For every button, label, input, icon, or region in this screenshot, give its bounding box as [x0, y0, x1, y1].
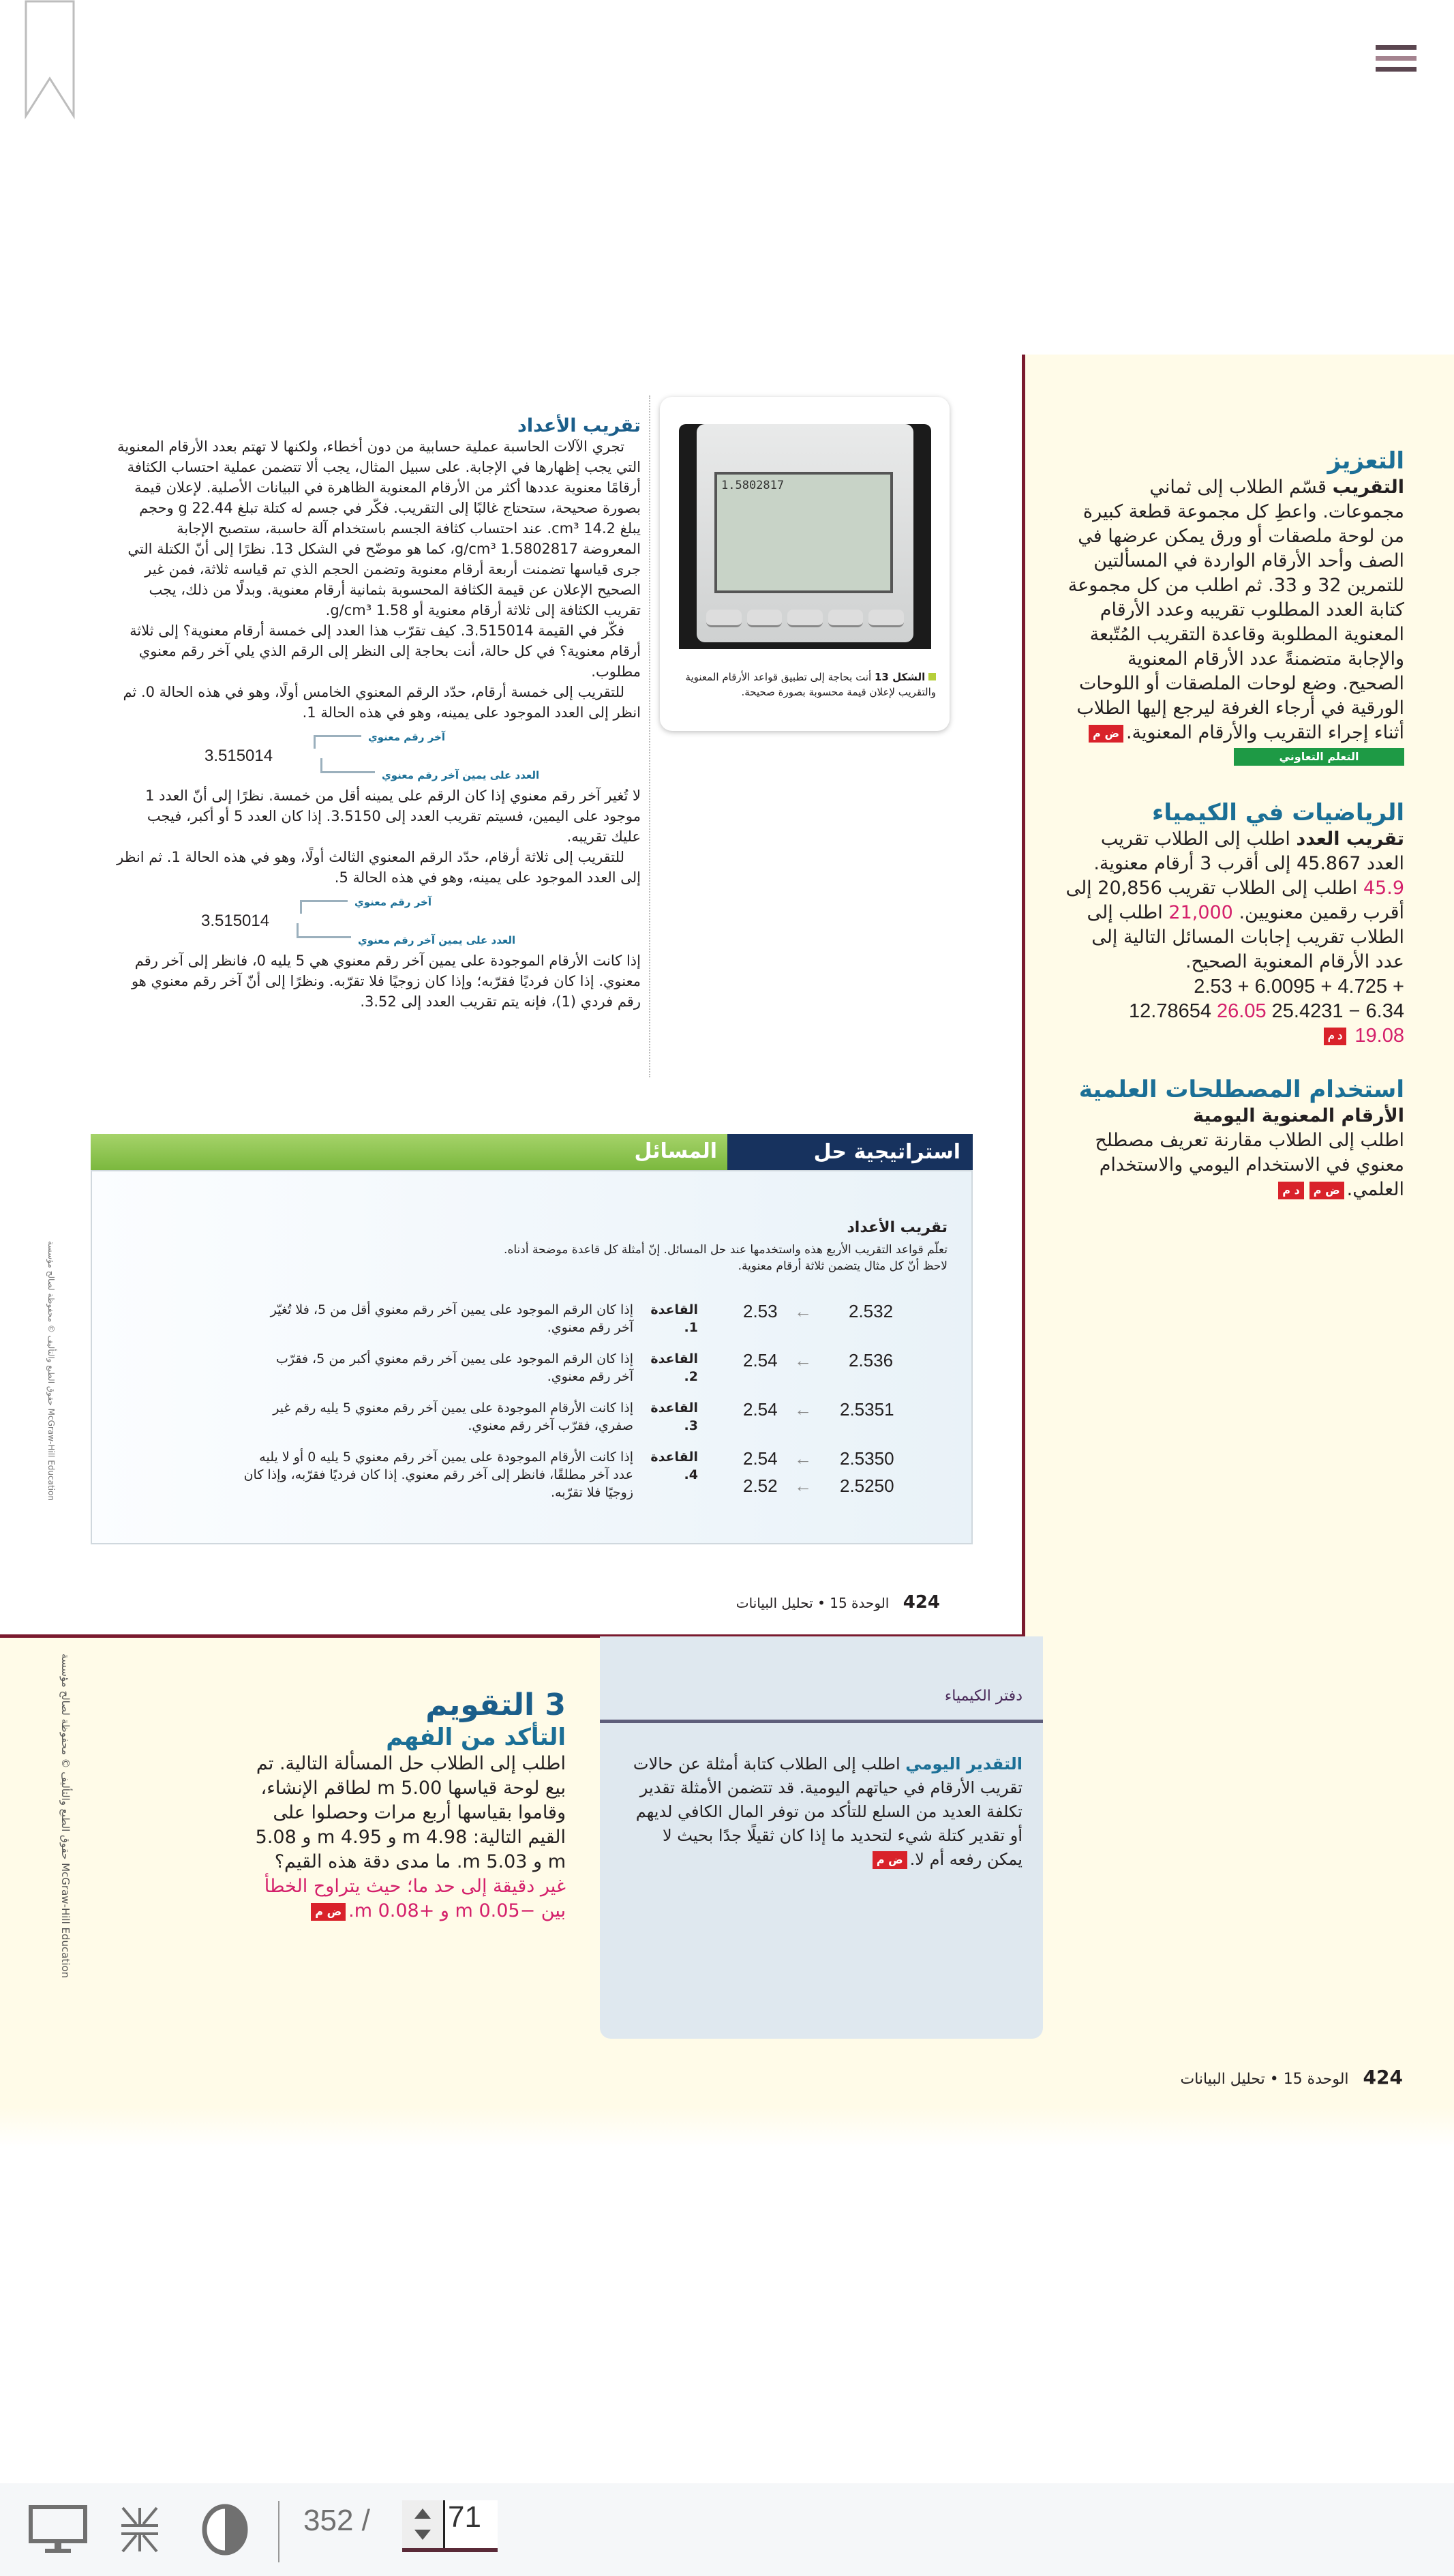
strategy-intro: تعلّم قواعد التقريب الأربع هذه واستخدمها عند حل المسائل. إنّ أمثلة كل قاعدة موضحة أدناه. — [504, 1243, 948, 1257]
example-from: 2.536 — [849, 1350, 894, 1371]
strategy-title: استراتيجية حل — [727, 1134, 973, 1170]
page-stepper[interactable] — [402, 2500, 443, 2548]
example-to: 2.54 — [743, 1448, 778, 1469]
figure-13 — [660, 397, 950, 731]
terms-text: الأرقام المعنوية اليومية اطلب إلى الطلاب مقارنة تعريف مصطلح معنوي في الاستخدام اليومي والاستخدام العلمي.ض مد م — [1095, 1105, 1404, 1200]
rule-row — [92, 1301, 974, 1349]
digit-diagram — [116, 888, 641, 950]
bottom-footer — [1180, 2066, 1403, 2088]
example-from: 2.5350 — [840, 1448, 894, 1469]
screen-readout: 1.5802817 — [721, 479, 785, 492]
page-fade — [0, 2107, 1454, 2148]
viewer-toolbar — [0, 2483, 1454, 2576]
label-last-digit: آخر رقم معنوي — [354, 896, 431, 908]
paragraph: للتقريب إلى خمسة أرقام، حدّد الرقم المعنوي الخامس أولًا، وهو في هذه الحالة 0. ثم انظر إلى العدد الموجود على يمينه، وهو في هذه الحالة 1. — [123, 684, 641, 721]
column-divider — [649, 395, 650, 1077]
arrow-icon: ← — [794, 1476, 812, 1496]
paragraph: للتقريب إلى ثلاثة أرقام، حدّد الرقم المعنوي الثالث أولًا، وهو في هذه الحالة 1. ثم انظر إلى العدد الموجود على يمينه، وهو في هذه الحالة 5. — [117, 849, 641, 886]
diagram-number: 3.515014 — [205, 747, 273, 765]
journal-box — [600, 1636, 1043, 2039]
calculator-image — [679, 424, 931, 649]
example-from: 2.532 — [849, 1301, 894, 1321]
example-to: 2.54 — [743, 1350, 778, 1371]
figure-caption-text: أنت بحاجة إلى تطبيق قواعد الأرقام المعنوية والتقريب لإعلان قيمة محسوبة بصورة صحيحة. — [685, 671, 936, 698]
page-indicator: 352 / — [303, 2504, 370, 2537]
check-understanding-title: التأكد من الفهم — [386, 1724, 566, 1751]
page-input-underline — [402, 2548, 498, 2552]
arrow-icon: ← — [794, 1301, 812, 1321]
monitor-icon[interactable] — [29, 2505, 87, 2557]
paragraph: لا تُغير آخر رقم معنوي إذا كان الرقم على يمينه أقل من خمسة. نظرًا إلى أنّ العدد 1 موجود على اليمين، فسيتم تقريب العدد إلى 3.5150. إذا كان العدد 5 أو أكبر، فيجب عليك تقريبه. — [145, 788, 641, 845]
skill-badge: ض م — [1089, 725, 1123, 743]
page-input[interactable] — [443, 2500, 498, 2548]
bracket-top — [300, 900, 348, 914]
rule-label: القاعدة 1. — [650, 1302, 698, 1335]
reinforce-title: التعزيز — [1327, 447, 1404, 475]
strategy-heading: تقريب الأعداد — [847, 1219, 948, 1236]
article-column — [116, 416, 641, 1012]
rule-label: القاعدة 3. — [650, 1401, 698, 1433]
bracket-bottom — [320, 758, 375, 773]
terms-title: استخدام المصطلحات العلمية — [1078, 1076, 1404, 1103]
page-input-value: 71 — [448, 2500, 481, 2534]
journal-text: التقدير اليومي اطلب إلى الطلاب كتابة أمثلة عن حالات تقريب الأرقام في حياتهم اليومية. قد تتضمن الأمثلة تقدير تكلفة العديد من السلع للتأكد من توفر المال الكافي لديهم أو تقدير كتلة شيء لتحديد ما إذا كان ثقيلًا جدًا بحيث لا يمكن رفعه أم لا.ض م — [633, 1754, 1023, 1869]
strategy-banner — [91, 1134, 973, 1170]
math-title: الرياضيات في الكيمياء — [1152, 799, 1404, 826]
journal-title: دفتر الكيمياء — [944, 1688, 1023, 1705]
paragraph: إذا كانت الأرقام الموجودة على يمين آخر رقم معنوي هي 5 يليه 0، فانظر إلى آخر رقم معنوي. إذا كان فرديًا فقرّبه؛ وإذا كان زوجيًا فلا تقرّبه. ونظرًا إلى أنّ آخر رقم معنوي هو رقم فردي (1)، فإنه يتم تقريب العدد إلى 3.52. — [131, 953, 641, 1010]
page-number: 424 — [1363, 2066, 1403, 2088]
arrow-icon: ← — [794, 1350, 812, 1371]
example-to: 2.53 — [743, 1301, 778, 1321]
example-to: 2.52 — [743, 1476, 778, 1496]
assessment-section — [252, 1688, 566, 1923]
rule-row — [92, 1448, 974, 1516]
assessment-title: 3 التقويم — [425, 1688, 566, 1722]
unit-label: الوحدة 15 • تحليل البيانات — [1180, 2071, 1349, 2088]
teacher-sidebar — [1063, 447, 1404, 1202]
unit-label: الوحدة 15 • تحليل البيانات — [736, 1595, 890, 1611]
math-expressions: 2.53 + 6.0095 + 4.725 + 12.78654 26.05 25.4231 − 6.34 د م 19.08 — [1129, 976, 1404, 1047]
bracket-top — [314, 735, 361, 749]
page-footer — [736, 1592, 940, 1613]
assessment-text: اطلب إلى الطلاب حل المسألة التالية. تم بيع لوحة قياسها 5.00 m لطاقم الإنشاء، وقاموا بقياسها أربع مرات وحصلوا على القيم التالية: 4.98 m و 4.95 m و 5.08 m و 5.03 m. ما مدى دقة هذه القيم؟ غير دقيقة إلى حد ما؛ حيث يتراوح الخطأ بين −0.05 m و +0.08 m.ض م — [255, 1753, 566, 1921]
copyright-vertical-bottom: حقوق الطبع والتأليف © محفوظة لصالح مؤسسة McGraw-Hill Education — [59, 1653, 72, 1979]
student-page — [0, 355, 1025, 1638]
example-to: 2.54 — [743, 1399, 778, 1420]
strategy-intro-note: لاحظ أنّ كل مثال يتضمن ثلاثة أرقام معنوية. — [738, 1259, 948, 1273]
example-from: 2.5351 — [840, 1399, 894, 1420]
rule-text: إذا كان الرقم الموجود على يمين آخر رقم معنوي أكبر من 5، فقرّب آخر رقم معنوي. — [275, 1351, 633, 1384]
rule-text: إذا كانت الأرقام الموجودة على يمين آخر رقم معنوي 5 يليه 0 أو لا يليه عدد آخر مطلقًا، فانظر إلى آخر رقم معنوي. إذا كان فرديًا فقرّبه، وإذا كان زوجيًا فلا تقرّبه. — [243, 1450, 633, 1500]
menu-icon[interactable] — [1376, 41, 1417, 75]
rule-text: إذا كانت الأرقام الموجودة على يمين آخر رقم معنوي 5 يليه رقم غير صفري، فقرّب آخر رقم معنوي. — [273, 1401, 633, 1433]
page-number: 424 — [903, 1592, 940, 1613]
paragraph: فكّر في القيمة 3.515014. كيف تقرّب هذا العدد إلى خمسة أرقام معنوية؟ إلى ثلاثة أرقام معنوية؟ في كل حالة، أنت بحاجة إلى النظر إلى الرقم الذي يلي آخر رقم معنوي مطلوب. — [130, 623, 641, 680]
strategy-box — [91, 1170, 973, 1544]
copyright-vertical: حقوق الطبع والتأليف © محفوظة لصالح مؤسسة McGraw-Hill Education — [46, 1241, 56, 1501]
toolbar-divider — [278, 2501, 279, 2562]
rule-label: القاعدة 2. — [650, 1351, 698, 1384]
figure-label: الشكل 13 — [874, 671, 926, 683]
bracket-bottom — [297, 923, 351, 938]
cooperative-learning-tag: التعلم التعاوني — [1234, 748, 1404, 766]
rule-text: إذا كان الرقم الموجود على يمين آخر رقم معنوي أقل من 5، فلا تُغيّر آخر رقم معنوي. — [270, 1302, 633, 1335]
bookmark-icon[interactable] — [24, 0, 76, 130]
diagram-number: 3.515014 — [201, 912, 270, 930]
calculator-screen — [714, 472, 893, 593]
arrow-icon: ← — [794, 1448, 812, 1469]
digit-diagram — [116, 723, 641, 785]
math-text: تقريب العدد اطلب إلى الطلاب تقريب العدد 45.867 إلى أقرب 3 أرقام معنوية. 45.9 اطلب إلى الطلاب تقريب 20,856 إلى أقرب رقمين معنويين. 21,000 اطلب إلى الطلاب تقريب إجابات المسائل التالية إلى عدد الأرقام المعنوية الصحيح. — [1065, 828, 1404, 972]
figure-caption — [680, 670, 936, 700]
rule-row — [92, 1350, 974, 1398]
label-right-digit: العدد على يمين آخر رقم معنوي — [382, 769, 540, 781]
rule-row — [92, 1399, 974, 1447]
example-from: 2.5250 — [840, 1476, 894, 1496]
strategy-title-2: المسائل — [634, 1139, 717, 1163]
reinforce-text: التقريب قسّم الطلاب إلى ثماني مجموعات. واعطِ كل مجموعة قطعة كبيرة من لوحة ملصقات أو ورق يمكن عرضها في الصف وأحد الأرقام الواردة في المسألتين للتمرين 32 و 33. ثم اطلب من كل مجموعة كتابة العدد المطلوب تقريبه وعدد الأرقام المعنوية المطلوبة وقاعدة التقريب المُتّبعة والإجابة متضمنةً عدد الأرقام المعنوية الصحيح. وضع لوحات الملصقات أو اللوحات الورقية في أرجاء الغرفة ليرجع إليها الطلاب أثناء إجراء التقريب والأرقام المعنوية.ض م — [1067, 477, 1404, 743]
rule-label: القاعدة 4. — [650, 1450, 698, 1482]
collapse-icon[interactable] — [116, 2505, 164, 2557]
arrow-icon: ← — [794, 1399, 812, 1420]
label-last-digit: آخر رقم معنوي — [368, 731, 445, 743]
contrast-icon[interactable] — [201, 2504, 249, 2558]
paragraph: تجري الآلات الحاسبة عملية حسابية من دون أخطاء، ولكنها لا تهتم بعدد الأرقام المعنوية التي يجب إظهارها في الإجابة. على سبيل المثال، يجب ألا تتضمن عملية احتساب الكثافة أرقامًا معنوية عددها أكثر من الأرقام المعنوية الظاهرة في البيانات الأصلية. لإعلان قيمة بصورة صحيحة، ستحتاج غالبًا إلى التقريب. فكّر في جسم له كتلة تبلغ 22.44 g وحجم يبلغ 14.2 cm³. عند احتساب كثافة الجسم باستخدام آلة حاسبة، ستصبح الإجابة المعروضة 1.5802817 g/cm³، كما هو موضّح في الشكل 13. نظرًا إلى أنّ الكتلة التي جرى قياسها تضمنت أربعة أرقام معنوية وتضمن الحجم الذي تم قياسه ثلاثة، فمن غير الصحيح الإعلان عن قيمة الكثافة المحسوبة بثمانية أرقام معنوية. وبدلًا من ذلك، يجب تقريب الكثافة إلى ثلاثة أرقام معنوية أو 1.58 g/cm³. — [117, 438, 641, 618]
label-right-digit: العدد على يمين آخر رقم معنوي — [358, 934, 516, 946]
section-title: تقريب الأعداد — [517, 415, 641, 436]
